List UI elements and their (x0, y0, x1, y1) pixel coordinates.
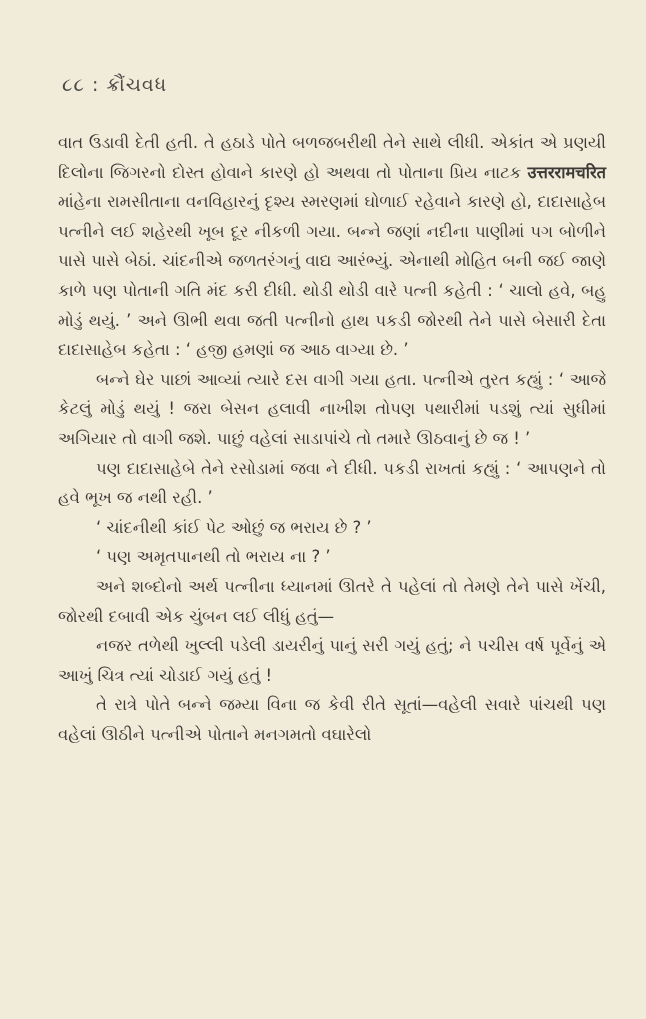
paragraph-2: બન્ને ઘેર પાછાં આવ્યાં ત્યારે દસ વાગી ગયા હતા. પત્નીએ તુરત કહ્યું : ‘ આજે કેટલું મોડું થયું ! જરા બેસન હલાવી નાખીશ તોપણ પથારીમાં પડશું ત્યાં સુધીમાં અગિયાર તો વાગી જશે. પાછું વહેલાં સાડાપાંચે તો તમારે ઊઠવાનું છે જ ! ’ (58, 369, 606, 448)
paragraph-7: નજર તળેથી ખુલ્લી પડેલી ડાયરીનું પાનું સરી ગયું હતું; ને પચીસ વર્ષ પૂર્વેનું એ આખું ચિત્ર ત્યાં ચોડાઈ ગયું હતું ! (58, 636, 606, 685)
paragraph-1-text-after: માંહેના રામસીતાના વનવિહારનું દૃશ્ય સ્મરણમાં ઘોળાઈ રહેવાને કારણે હો, દાદાસાહેબ પત્નીને લઈ શહેરથી ખૂબ દૂર નીકળી ગયા. બન્ને જણાં નદીના પાણીમાં પગ બોળીને પાસે પાસે બેઠાં. ચાંદનીએ જળતરંગનું વાદ્ય આરંભ્યું. એનાથી મોહિત બની જઈ જાણે કાળે પણ પોતાની ગતિ મંદ કરી દીધી. થોડી થોડી વારે પત્ની કહેતી : ‘ ચાલો હવે, બહુ મોડું થયું. ’ અને ઊભી થવા જતી પત્નીનો હાથ પકડી જોરથી તેને પાસે બેસારી દેતા દાદાસાહેબ કહેતા : ‘ હજી હમણાં જ આઠ વાગ્યા છે. ’ (58, 192, 606, 360)
book-title: ક્રૌંચવધ (106, 74, 168, 96)
paragraph-6: અને શબ્દોનો અર્થ પત્નીના ધ્યાનમાં ઊતરે તે પહેલાં તો તેમણે તેને પાસે ખેંચી, જોરથી દબાવી એક ચુંબન લઈ લીધું હતું— (58, 576, 606, 626)
paragraph-4: ‘ ચાંદનીથી કાંઈ પેટ ઓછું જ ભરાય છે ? ’ (96, 517, 372, 537)
page-number: ૮૮ (62, 74, 85, 96)
play-title-emphasis: उत्तररामचरित (527, 162, 606, 182)
paragraph-1 (58, 128, 606, 365)
paragraph-5: ‘ પણ અમૃતપાનથી તો ભરાય ના ? ’ (96, 547, 331, 567)
header-separator: : (91, 74, 100, 96)
running-head (62, 74, 167, 96)
body-text (58, 128, 606, 749)
paragraph-1-text-before: વાત ઉડાવી દેતી હતી. તે હઠાડે પોતે બળજબરીથી તેને સાથે લીધી. એકાંત એ પ્રણયી દિલોના જિગરનો દોસ્ત હોવાને કારણે હો અથવા તો પોતાના પ્રિય નાટક (58, 133, 606, 182)
paragraph-8: તે રાત્રે પોતે બન્ને જમ્યા વિના જ કેવી રીતે સૂતાં—વહેલી સવારે પાંચથી પણ વહેલાં ઊઠીને પત્નીએ પોતાને મનગમતો વઘારેલો (58, 695, 606, 744)
paragraph-3: પણ દાદાસાહેબે તેને રસોડામાં જવા ને દીધી. પકડી રાખતાં કહ્યું : ‘ આપણને તો હવે ભૂખ જ નથી રહી. ’ (58, 458, 606, 508)
